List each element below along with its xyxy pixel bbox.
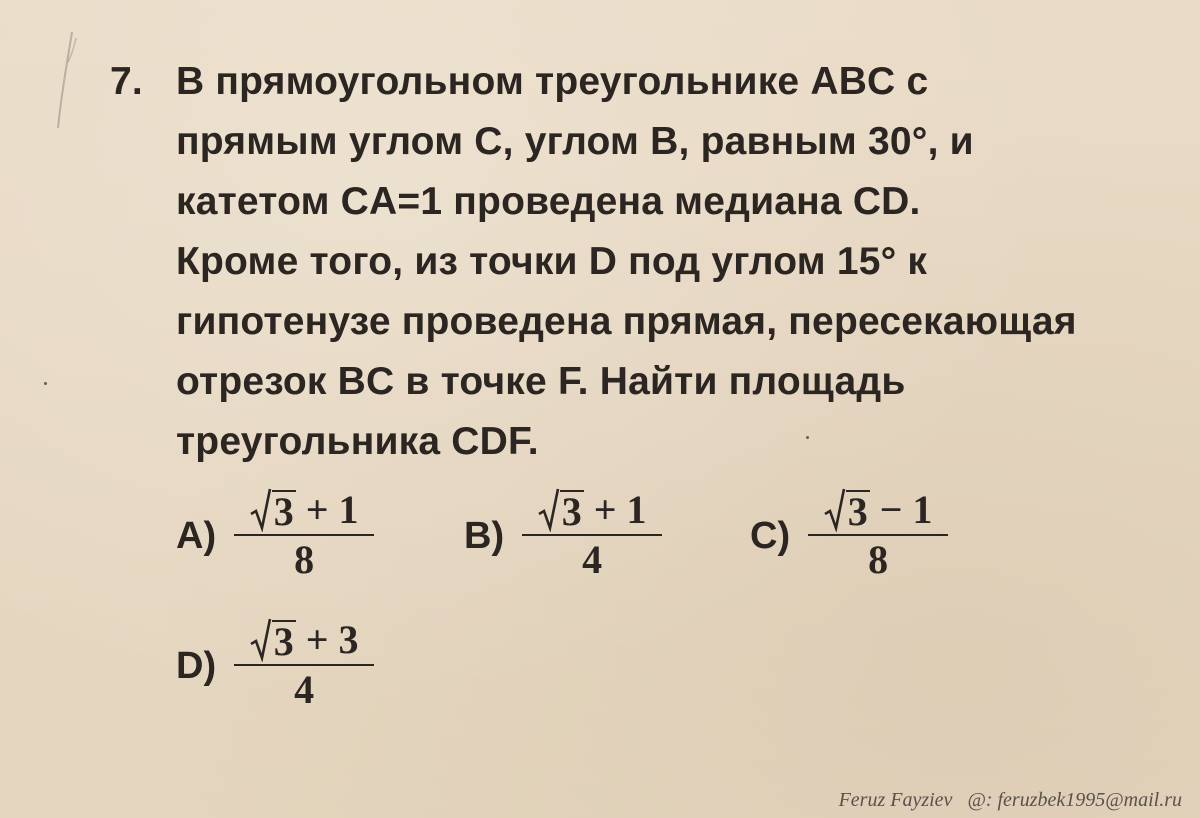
author-email: @: feruzbek1995@mail.ru [967, 789, 1182, 811]
problem-line: Кроме того, из точки D под углом 15° к [176, 240, 928, 283]
problem-line: прямым углом C, углом B, равным 30°, и [176, 120, 974, 163]
problem-statement [110, 52, 1170, 472]
answer-option-d[interactable] [176, 618, 374, 714]
problem-line: катетом CA=1 проведена медиана CD. [176, 180, 921, 223]
problem-line: гипотенузе проведена прямая, пересекающая [176, 300, 1077, 343]
numerator-rest: − 1 [869, 487, 933, 532]
answer-fraction [234, 618, 374, 714]
radicand: 3 [561, 489, 582, 534]
square-root [538, 488, 584, 532]
radical-sign-icon [250, 488, 272, 532]
radical-sign-icon [538, 488, 560, 532]
answer-option-c[interactable] [750, 488, 948, 584]
fraction-numerator [820, 488, 937, 534]
author-name: Feruz Fayziev [838, 789, 953, 811]
problem-line: В прямоугольном треугольнике ABC с [176, 60, 929, 103]
square-root [824, 488, 870, 532]
answer-option-b[interactable] [464, 488, 662, 584]
problem-line: треугольника CDF. [176, 420, 539, 463]
problem-number: 7. [110, 60, 143, 103]
radical-sign-icon [824, 488, 846, 532]
answer-fraction [808, 488, 948, 584]
fraction-numerator [534, 488, 651, 534]
author-credit [839, 789, 1182, 812]
answer-fraction [234, 488, 374, 584]
paper-speck [44, 382, 47, 385]
numerator-rest: + 1 [295, 487, 359, 532]
fraction-numerator [246, 618, 363, 664]
square-root [250, 488, 296, 532]
fraction-denominator: 8 [294, 537, 315, 582]
answer-option-a[interactable] [176, 488, 374, 584]
answer-letter: D) [176, 644, 217, 687]
radical-sign-icon [250, 618, 272, 662]
answer-fraction [522, 488, 662, 584]
problem-line: отрезок BC в точке F. Найти площадь [176, 360, 906, 403]
radicand: 3 [273, 619, 294, 664]
answer-letter: B) [464, 514, 505, 557]
answer-letter: C) [750, 514, 791, 557]
radicand: 3 [273, 489, 294, 534]
fraction-denominator: 4 [294, 667, 315, 712]
fraction-denominator: 4 [582, 537, 603, 582]
fraction-numerator [246, 488, 363, 534]
square-root [250, 618, 296, 662]
pencil-mark [28, 28, 88, 138]
numerator-rest: + 3 [295, 617, 359, 662]
numerator-rest: + 1 [583, 487, 647, 532]
answer-letter: A) [176, 514, 217, 557]
radicand: 3 [847, 489, 868, 534]
fraction-denominator: 8 [868, 537, 889, 582]
